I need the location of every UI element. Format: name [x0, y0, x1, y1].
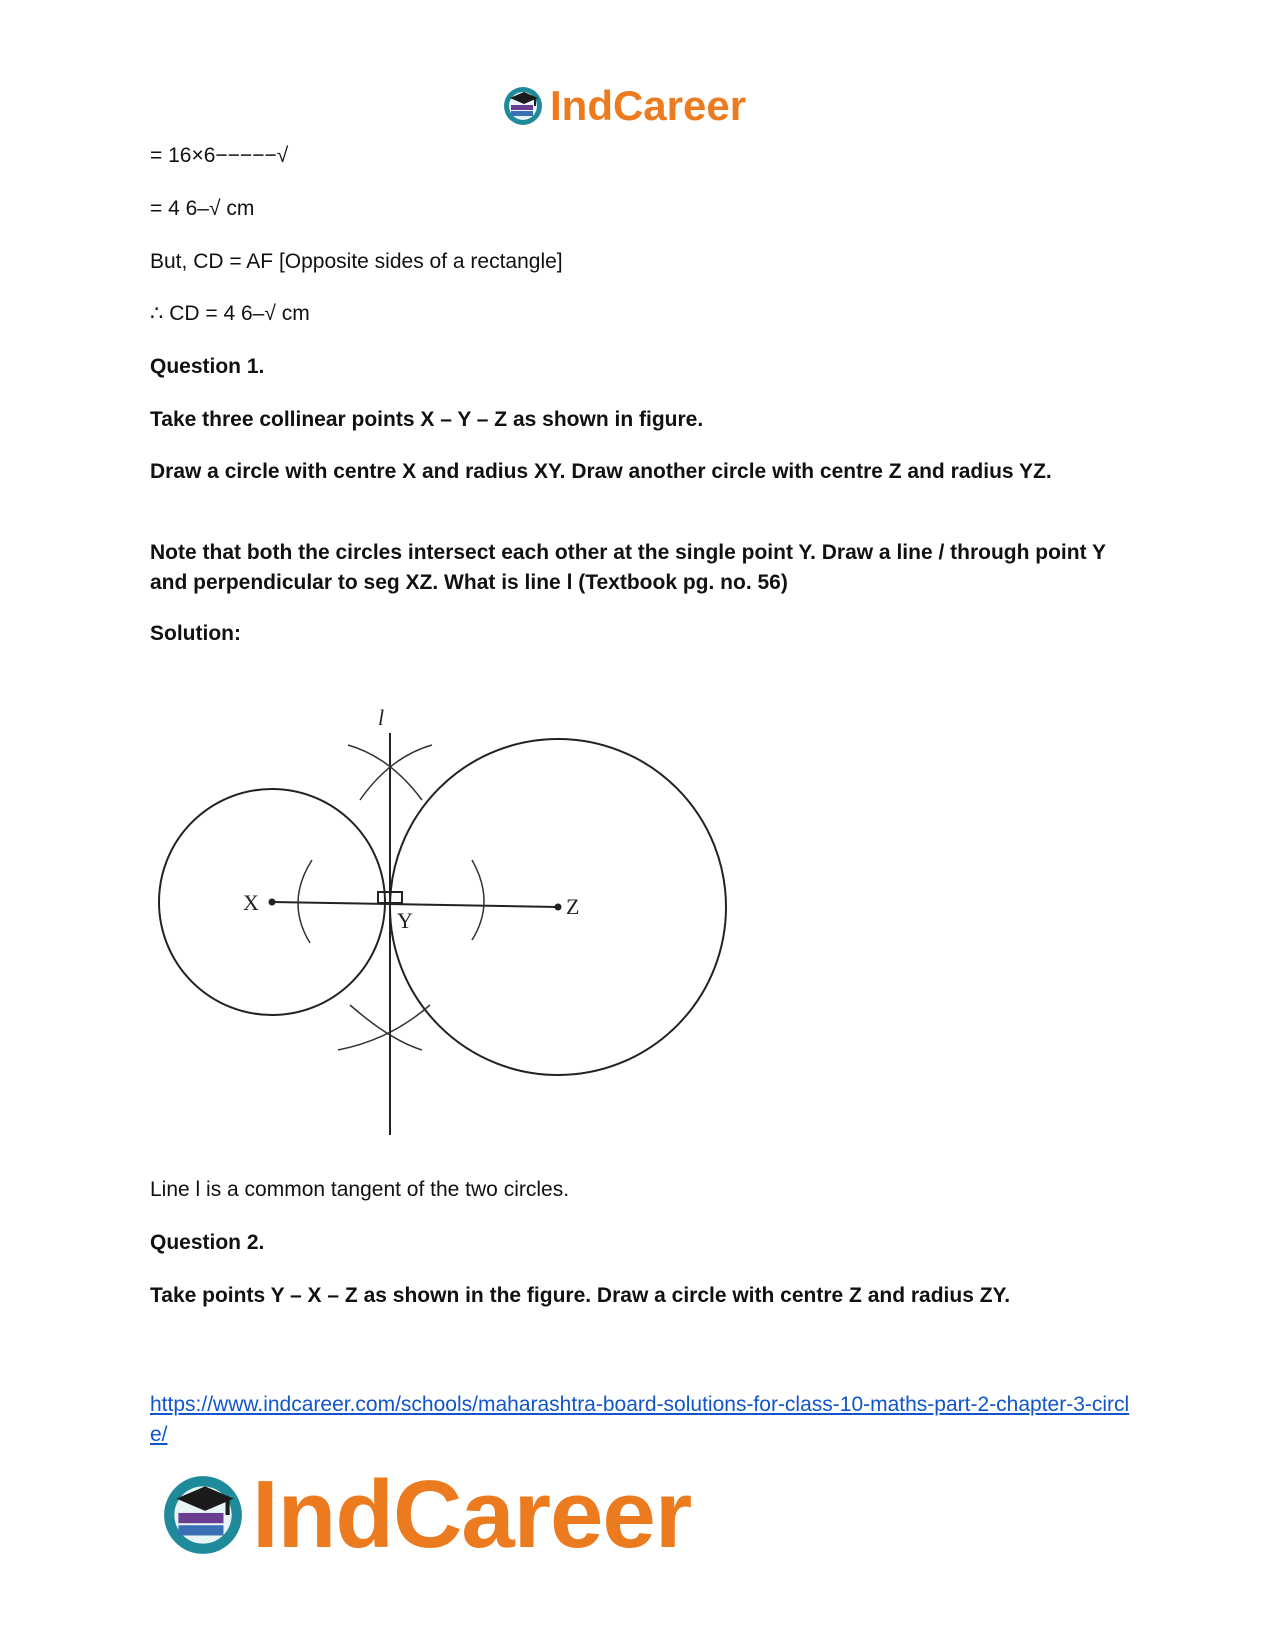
question-2-para-1: Take points Y – X – Z as shown in the figure. Draw a circle with centre Z and radius ZY. — [150, 1284, 1011, 1307]
conclusion-line: ∴ CD = 4 6–√ cm — [150, 302, 310, 325]
arc-bottom-1 — [350, 1005, 422, 1050]
equation-line-1: = 16×6−−−−−√ — [150, 144, 289, 167]
label-y: Y — [397, 908, 413, 933]
question-1-para-1: Take three collinear points X – Y – Z as shown in figure. — [150, 408, 704, 431]
question-1-para-3: Note that both the circles intersect each other at the single point Y. Draw a line / through point Y and perpendicular to seg XZ. What is line l (Textbook pg. no. 56) — [150, 541, 1106, 594]
equation-line-2: = 4 6–√ cm — [150, 197, 255, 220]
label-l: l — [378, 705, 385, 730]
arc-bottom-2 — [338, 1005, 430, 1050]
point-z — [555, 904, 562, 911]
footer-logo — [160, 1461, 720, 1568]
question-1-para-2: Draw a circle with centre X and radius XY. Draw another circle with centre Z and radius YZ. — [150, 460, 1052, 483]
graduation-cap-book-icon — [160, 1472, 246, 1558]
graduation-cap-book-icon — [502, 85, 544, 127]
point-x — [269, 899, 276, 906]
footer-brand-name: IndCareer — [252, 1461, 692, 1568]
brand-name: IndCareer — [550, 82, 747, 129]
arc-right — [472, 860, 484, 940]
question-2-title: Question 2. — [150, 1231, 265, 1254]
circles-tangent-figure — [150, 705, 760, 1145]
question-1-title: Question 1. — [150, 355, 265, 378]
answer-text: Line l is a common tangent of the two circles. — [150, 1178, 570, 1201]
header-logo — [502, 80, 772, 132]
label-z: Z — [566, 894, 580, 919]
segment-xz — [272, 902, 558, 907]
text-line-3: But, CD = AF [Opposite sides of a rectangle] — [150, 250, 563, 273]
source-link[interactable]: https://www.indcareer.com/schools/maharashtra-board-solutions-for-class-10-maths-part-2-chapter-3-circle/ — [150, 1393, 1130, 1446]
label-x: X — [243, 890, 259, 915]
solution-label: Solution: — [150, 622, 241, 645]
